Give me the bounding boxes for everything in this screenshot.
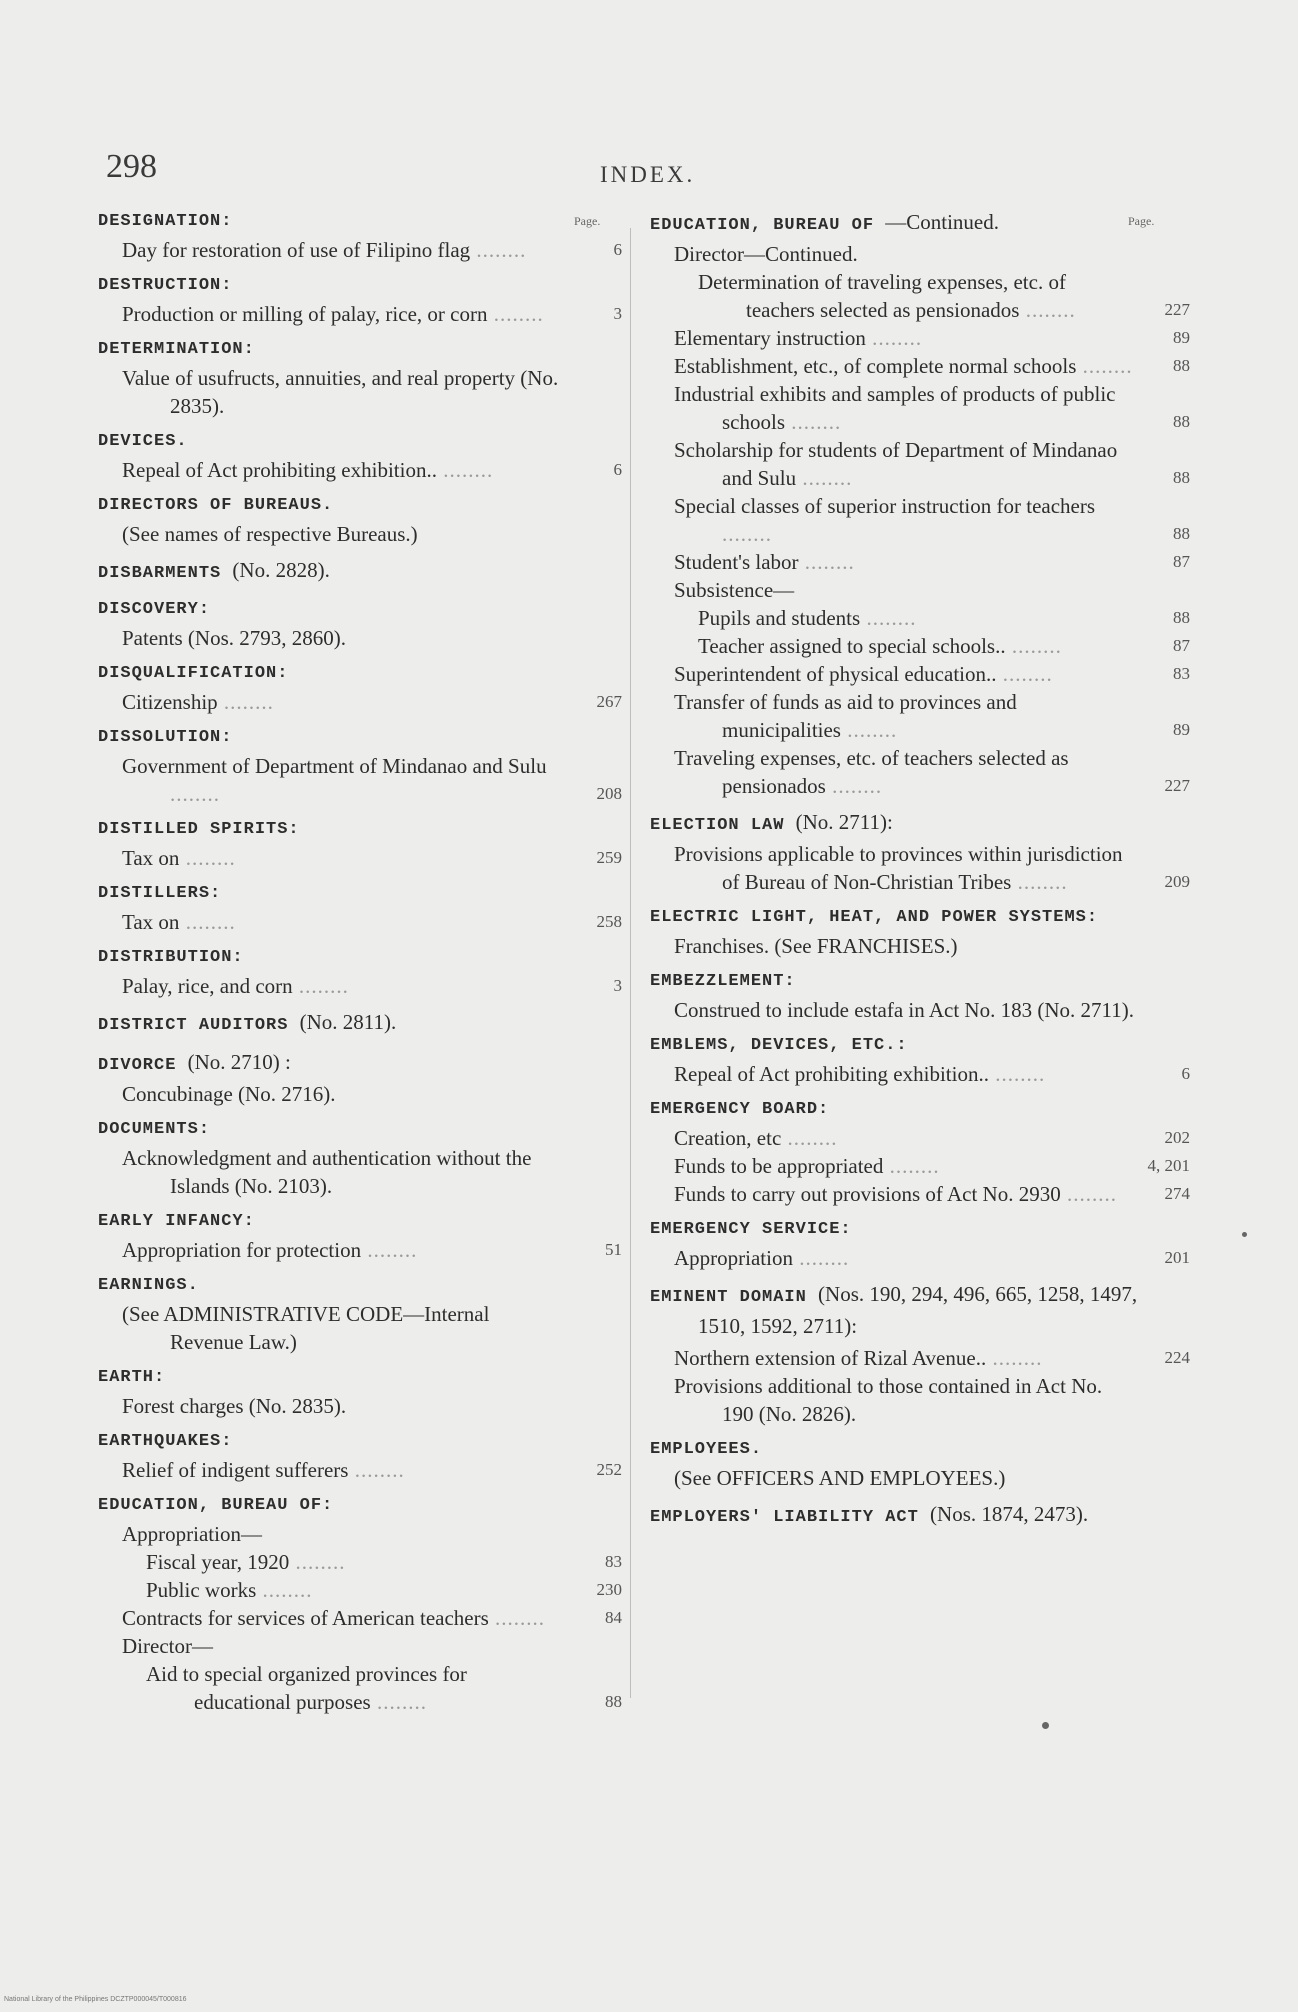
index-subentry [650, 1180, 1190, 1208]
index-subentry [650, 1152, 1190, 1180]
entry-text: Determination of traveling expenses, etc. of teachers selected as pensionados [698, 270, 1066, 322]
entry-text: Aid to special organized provinces for educational purposes [146, 1662, 467, 1714]
page-reference: 88 [1173, 468, 1190, 487]
entry-text: Transfer of funds as aid to provinces and municipalities [674, 690, 1017, 742]
index-heading [98, 1008, 622, 1040]
dot-leader: ........ [289, 1550, 346, 1574]
entry-text: Appropriation [674, 1246, 793, 1270]
heading-text: ELECTION LAW [650, 816, 785, 835]
dot-leader: ........ [840, 718, 898, 742]
dot-leader: ........ [792, 1246, 850, 1270]
heading-text: DISSOLUTION: [98, 728, 233, 747]
page-reference: 3 [613, 304, 622, 323]
heading-text: EMERGENCY BOARD: [650, 1100, 830, 1119]
page-reference: 6 [613, 460, 622, 479]
entry-text: Day for restoration of use of Filipino flag [122, 238, 471, 262]
page-reference: 83 [1173, 664, 1190, 683]
heading-text: EDUCATION, BUREAU OF [650, 216, 875, 235]
index-subentry [98, 456, 622, 484]
page-reference: 230 [596, 1580, 622, 1599]
page-reference: 252 [596, 1460, 622, 1479]
index-subentry [650, 932, 1190, 960]
heading-text: DISCOVERY: [98, 600, 211, 619]
heading-text: EMPLOYERS' LIABILITY ACT [650, 1508, 919, 1527]
entry-text: Appropriation for protection [122, 1238, 362, 1262]
dot-leader: ........ [256, 1578, 313, 1602]
index-subentry [98, 1300, 622, 1356]
column-divider [630, 228, 631, 1698]
index-subentry [98, 1236, 622, 1264]
index-subentry [650, 380, 1190, 436]
index-subentry-nested [650, 268, 1190, 324]
dot-leader: ........ [722, 522, 772, 546]
index-heading [98, 816, 622, 844]
page-reference: 88 [1173, 412, 1190, 431]
page-reference: 6 [613, 240, 622, 259]
index-heading [650, 1436, 1190, 1464]
index-subentry [650, 1124, 1190, 1152]
entry-text: Superintendent of physical education.. [674, 662, 997, 686]
index-heading [98, 1272, 622, 1300]
dot-leader: ........ [860, 606, 917, 630]
index-heading [650, 1032, 1190, 1060]
page-reference: 89 [1173, 720, 1190, 739]
index-subentry [650, 352, 1190, 380]
index-subentry-nested [650, 632, 1190, 660]
page-reference: 88 [1173, 356, 1190, 375]
entry-text: Citizenship [122, 690, 218, 714]
entry-text: Repeal of Act prohibiting exhibition.. [674, 1062, 989, 1086]
entry-text: Provisions applicable to provinces within jurisdiction of Bureau of Non-Christian Tribes [674, 842, 1123, 894]
index-subentry [650, 240, 1190, 268]
dot-leader: ........ [1060, 1182, 1117, 1206]
entry-text: Subsistence— [674, 578, 795, 602]
entry-text: Creation, etc [674, 1126, 782, 1150]
heading-text: EMERGENCY SERVICE: [650, 1220, 852, 1239]
heading-reference: (Nos. 1874, 2473). [930, 1502, 1089, 1526]
entry-text: Public works [146, 1578, 257, 1602]
index-heading [98, 724, 622, 752]
index-subentry [98, 520, 622, 548]
entry-text: Tax on [122, 910, 180, 934]
page-reference: 89 [1173, 328, 1190, 347]
entry-text: Concubinage (No. 2716). [122, 1082, 336, 1106]
index-subentry [98, 1080, 622, 1108]
dot-leader: ........ [1005, 634, 1062, 658]
heading-text: DISTILLED SPIRITS: [98, 820, 300, 839]
heading-text: DIRECTORS OF BUREAUS. [98, 496, 334, 515]
index-subentry-nested [98, 1576, 622, 1604]
entry-text: Repeal of Act prohibiting exhibition.. [122, 458, 437, 482]
index-heading [98, 208, 622, 236]
index-subentry [650, 1244, 1190, 1272]
dot-leader: ........ [487, 302, 544, 326]
index-subentry [98, 300, 622, 328]
heading-reference: (No. 2828). [232, 558, 330, 582]
heading-reference: —Continued. [885, 210, 999, 234]
entry-text: Student's labor [674, 550, 799, 574]
right-page-column-label: Page. [1128, 214, 1155, 228]
index-subentry [650, 436, 1190, 492]
heading-text: EMINENT DOMAIN [650, 1288, 807, 1307]
index-heading [98, 1048, 622, 1080]
heading-text: DESIGNATION: [98, 212, 233, 231]
page-reference: 87 [1173, 636, 1190, 655]
entry-text: Contracts for services of American teachers [122, 1606, 489, 1630]
index-subentry [98, 624, 622, 652]
entry-text: Appropriation— [122, 1522, 262, 1546]
entry-text: (See OFFICERS AND EMPLOYEES.) [674, 1466, 1006, 1490]
page-reference: 267 [596, 692, 622, 711]
index-heading [650, 968, 1190, 996]
page-number: 298 [106, 148, 157, 185]
left-index-column [98, 208, 622, 1716]
dot-leader: ........ [988, 1062, 1046, 1086]
heading-reference: (No. 2811). [299, 1010, 397, 1034]
page-reference: 88 [1173, 608, 1190, 627]
heading-text: EARLY INFANCY: [98, 1212, 255, 1231]
index-subentry [98, 972, 622, 1000]
dot-leader: ........ [361, 1238, 418, 1262]
index-subentry [650, 660, 1190, 688]
dot-leader: ........ [785, 410, 842, 434]
entry-text: Forest charges (No. 2835). [122, 1394, 347, 1418]
entry-text: Scholarship for students of Department of Mindanao and Sulu [674, 438, 1118, 490]
heading-text: DEVICES. [98, 432, 188, 451]
dot-leader: ........ [179, 846, 236, 870]
index-subentry [98, 236, 622, 264]
dot-leader: ........ [1011, 870, 1068, 894]
heading-text: EDUCATION, BUREAU OF: [98, 1496, 334, 1515]
index-subentry [98, 1456, 622, 1484]
index-subentry [98, 1144, 622, 1200]
entry-text: Fiscal year, 1920 [146, 1550, 290, 1574]
entry-text: Establishment, etc., of complete normal schools [674, 354, 1077, 378]
index-heading [98, 880, 622, 908]
dot-leader: ........ [825, 774, 883, 798]
index-heading [650, 1096, 1190, 1124]
heading-text: DISTRIBUTION: [98, 948, 244, 967]
page-reference: 224 [1164, 1348, 1190, 1367]
dot-leader: ........ [798, 550, 855, 574]
dot-leader: ........ [488, 1606, 546, 1630]
dot-leader: ........ [986, 1346, 1043, 1370]
index-subentry [650, 688, 1190, 744]
entry-text: Funds to be appropriated [674, 1154, 884, 1178]
entry-text: Relief of indigent sufferers [122, 1458, 349, 1482]
page-reference: 51 [605, 1240, 622, 1259]
page-reference: 83 [605, 1552, 622, 1571]
index-subentry [650, 744, 1190, 800]
index-subentry-nested [650, 604, 1190, 632]
index-heading [98, 1428, 622, 1456]
page-reference: 84 [605, 1608, 622, 1627]
index-heading [650, 1216, 1190, 1244]
page-reference: 88 [1173, 524, 1190, 543]
dot-leader: ........ [1076, 354, 1133, 378]
entry-text: (See ADMINISTRATIVE CODE—Internal Revenue Law.) [122, 1302, 490, 1354]
page-reference: 274 [1164, 1184, 1190, 1203]
heading-text: DISTRICT AUDITORS [98, 1016, 289, 1035]
page-reference: 202 [1164, 1128, 1190, 1147]
page-reference: 227 [1164, 300, 1190, 319]
page-reference: 87 [1173, 552, 1190, 571]
index-subentry [98, 1604, 622, 1632]
index-subentry [98, 752, 622, 808]
page-reference: 209 [1164, 872, 1190, 891]
entry-text: Palay, rice, and corn [122, 974, 293, 998]
heading-text: DIVORCE [98, 1056, 177, 1075]
entry-text: Traveling expenses, etc. of teachers selected as pensionados [674, 746, 1069, 798]
heading-text: DETERMINATION: [98, 340, 255, 359]
index-subentry [98, 1392, 622, 1420]
dot-leader: ........ [996, 662, 1053, 686]
index-subentry [98, 1632, 622, 1660]
entry-text: Teacher assigned to special schools.. [698, 634, 1006, 658]
entry-text: Director—Continued. [674, 242, 858, 266]
index-heading [650, 904, 1190, 932]
dot-leader: ........ [436, 458, 494, 482]
heading-text: EARTHQUAKES: [98, 1432, 233, 1451]
page-reference: 227 [1164, 776, 1190, 795]
heading-text: EMBLEMS, DEVICES, ETC.: [650, 1036, 908, 1055]
index-heading [98, 556, 622, 588]
dot-leader: ........ [796, 466, 853, 490]
index-subentry [98, 688, 622, 716]
index-subentry [98, 908, 622, 936]
index-subentry [650, 840, 1190, 896]
index-heading [98, 272, 622, 300]
index-subentry [650, 324, 1190, 352]
index-subentry [650, 548, 1190, 576]
entry-text: (See names of respective Bureaus.) [122, 522, 418, 546]
index-subentry [650, 1372, 1190, 1428]
index-heading [98, 1116, 622, 1144]
dot-leader: ........ [217, 690, 274, 714]
entry-text: Patents (Nos. 2793, 2860). [122, 626, 346, 650]
entry-text: Value of usufructs, annuities, and real property (No. 2835). [122, 366, 559, 418]
index-subentry-nested [98, 1660, 622, 1716]
index-heading [98, 1208, 622, 1236]
index-heading [98, 1492, 622, 1520]
index-subentry [650, 1344, 1190, 1372]
entry-text: Franchises. (See FRANCHISES.) [674, 934, 958, 958]
page-reference: 208 [596, 784, 622, 803]
entry-text: Funds to carry out provisions of Act No. 2930 [674, 1182, 1061, 1206]
index-subentry [98, 1520, 622, 1548]
heading-text: DISQUALIFICATION: [98, 664, 289, 683]
page-reference: 201 [1164, 1248, 1190, 1267]
page-reference: 3 [613, 976, 622, 995]
entry-text: Provisions additional to those contained in Act No. 190 (No. 2826). [674, 1374, 1103, 1426]
heading-reference: (No. 2710) : [187, 1050, 291, 1074]
heading-reference: (Nos. 190, 294, 496, 665, 1258, 1497, 1510, 1592, 2711): [698, 1282, 1138, 1338]
entry-text: Construed to include estafa in Act No. 183 (No. 2711). [674, 998, 1134, 1022]
right-index-column [650, 208, 1190, 1532]
index-heading [650, 1500, 1190, 1532]
page-reference: 6 [1181, 1064, 1190, 1083]
index-heading [650, 1280, 1190, 1344]
index-heading [98, 1364, 622, 1392]
heading-text: EARTH: [98, 1368, 166, 1387]
index-subentry [650, 1060, 1190, 1088]
page-reference: 88 [605, 1692, 622, 1711]
index-subentry [650, 1464, 1190, 1492]
dot-leader: ........ [370, 1690, 427, 1714]
index-heading [98, 944, 622, 972]
entry-text: Industrial exhibits and samples of products of public schools [674, 382, 1116, 434]
index-subentry [98, 364, 622, 420]
entry-text: Pupils and students [698, 606, 861, 630]
index-subentry [650, 492, 1190, 548]
print-speck [1242, 1232, 1247, 1237]
footer-credit: National Library of the Philippines DCZTP000045/T000816 [4, 1996, 187, 2003]
entry-text: Government of Department of Mindanao and Sulu [122, 754, 547, 778]
entry-text: Acknowledgment and authentication without the Islands (No. 2103). [122, 1146, 532, 1198]
heading-text: EARNINGS. [98, 1276, 199, 1295]
dot-leader: ........ [470, 238, 527, 262]
index-heading [98, 336, 622, 364]
index-subentry [650, 576, 1190, 604]
entry-text: Special classes of superior instruction for teachers [674, 494, 1096, 518]
heading-reference: (No. 2711): [795, 810, 893, 834]
heading-text: DOCUMENTS: [98, 1120, 211, 1139]
index-subentry [98, 844, 622, 872]
page-reference: 258 [596, 912, 622, 931]
index-heading [650, 808, 1190, 840]
index-heading [650, 208, 1190, 240]
entry-text: Production or milling of palay, rice, or corn [122, 302, 488, 326]
heading-text: ELECTRIC LIGHT, HEAT, AND POWER SYSTEMS: [650, 908, 1099, 927]
entry-text: Northern extension of Rizal Avenue.. [674, 1346, 987, 1370]
entry-text: Elementary instruction [674, 326, 866, 350]
page-title: INDEX. [600, 162, 696, 187]
index-heading [98, 428, 622, 456]
entry-text: Director— [122, 1634, 213, 1658]
index-heading [98, 492, 622, 520]
left-page-column-label: Page. [574, 214, 601, 228]
dot-leader: ........ [292, 974, 349, 998]
index-heading [98, 660, 622, 688]
heading-text: DESTRUCTION: [98, 276, 233, 295]
print-speck [1042, 1722, 1049, 1729]
heading-text: EMPLOYEES. [650, 1440, 763, 1459]
heading-text: EMBEZZLEMENT: [650, 972, 796, 991]
dot-leader: ........ [1019, 298, 1076, 322]
heading-text: DISBARMENTS [98, 564, 222, 583]
index-subentry-nested [98, 1548, 622, 1576]
page-reference: 259 [596, 848, 622, 867]
dot-leader: ........ [865, 326, 923, 350]
page-reference: 4, 201 [1147, 1156, 1190, 1175]
index-heading [98, 596, 622, 624]
dot-leader: ........ [348, 1458, 405, 1482]
dot-leader: ........ [883, 1154, 940, 1178]
heading-text: DISTILLERS: [98, 884, 222, 903]
dot-leader: ........ [179, 910, 236, 934]
entry-text: Tax on [122, 846, 180, 870]
dot-leader: ........ [170, 782, 220, 806]
dot-leader: ........ [781, 1126, 838, 1150]
index-subentry [650, 996, 1190, 1024]
